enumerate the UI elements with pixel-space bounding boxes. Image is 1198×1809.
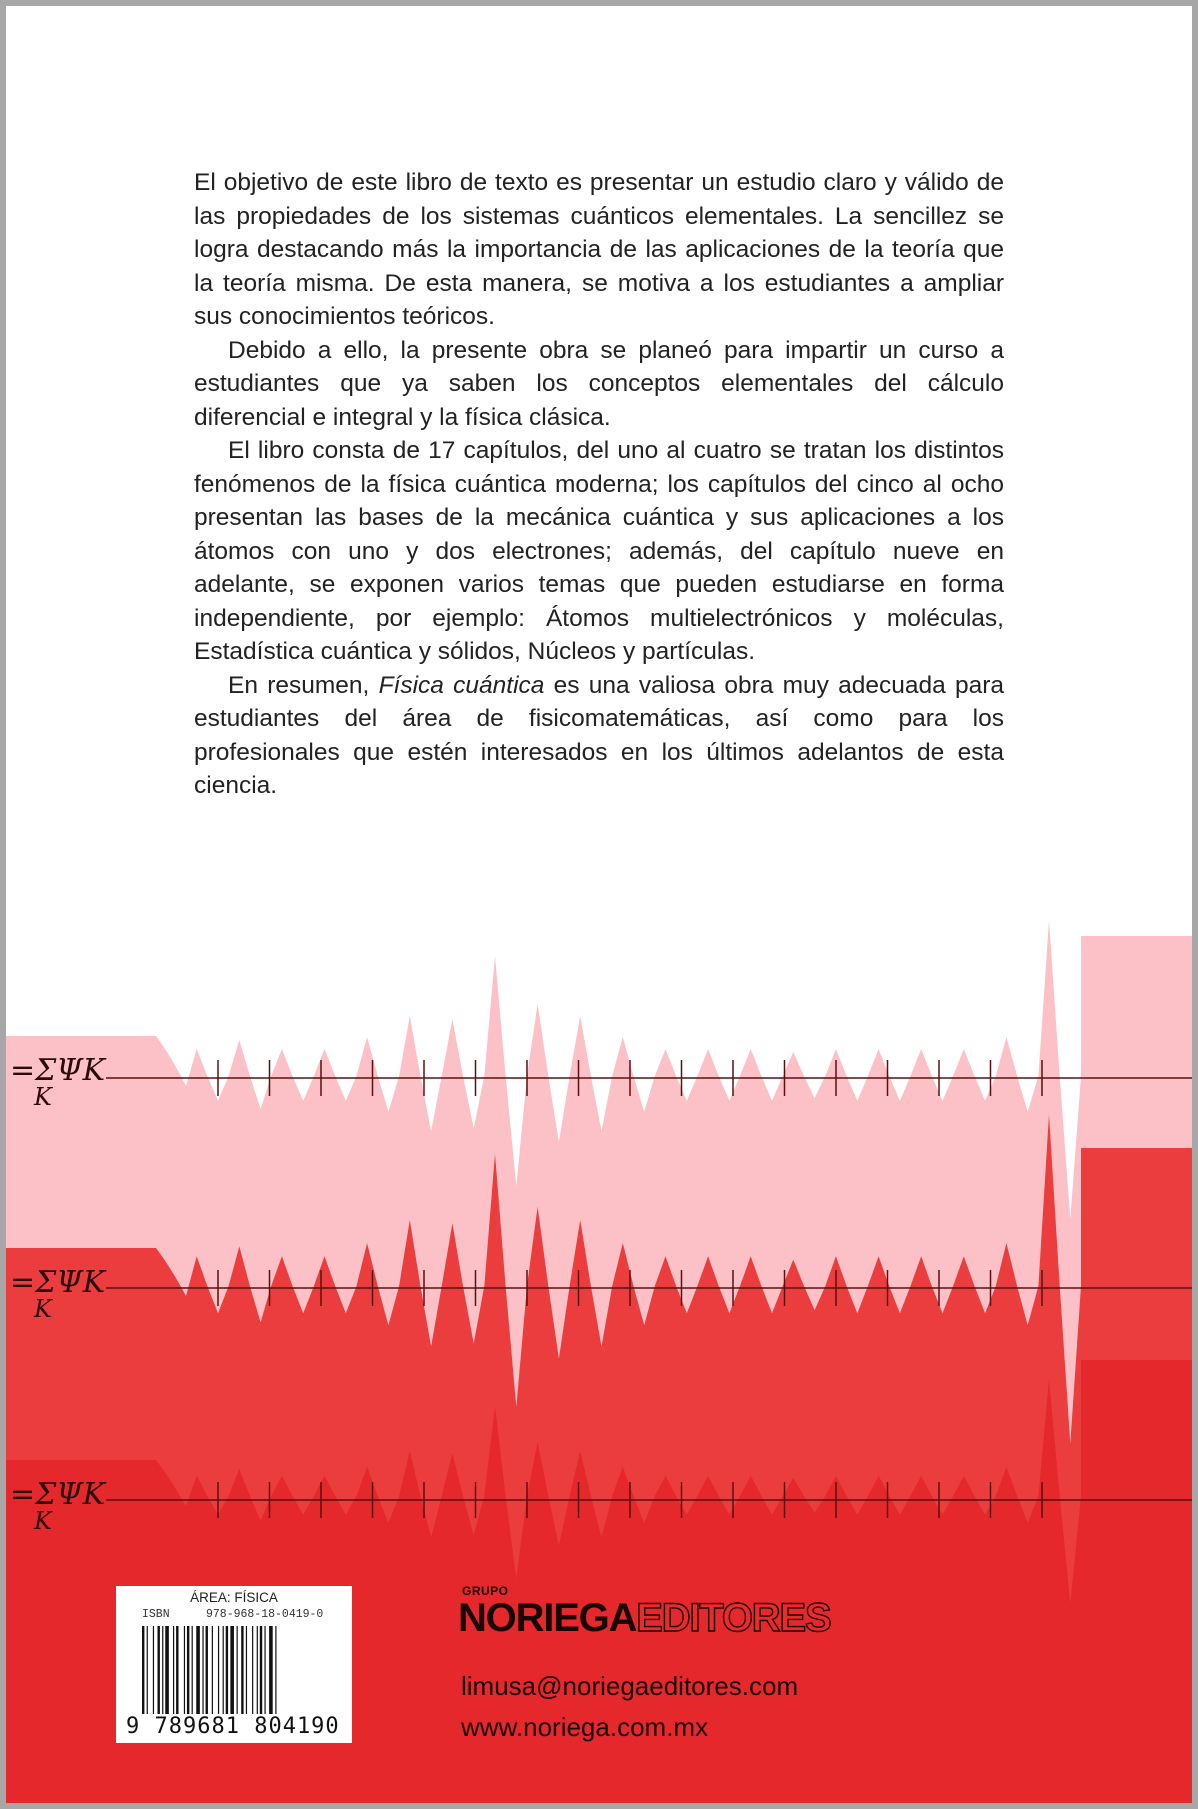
publisher-email[interactable]: limusa@noriegaeditores.com (461, 1671, 799, 1701)
wavefunction-equation-1 (10, 1053, 106, 1111)
barcode-bar (269, 1626, 273, 1714)
barcode-bar (252, 1626, 253, 1714)
barcode-bar (223, 1626, 224, 1714)
equation-main: =ΣΨK (10, 1265, 106, 1300)
barcode-bar (237, 1626, 238, 1714)
isbn-label: ISBN (142, 1608, 170, 1621)
equation-subscript: K (34, 1295, 52, 1323)
publisher-group-label: GRUPO (462, 1584, 509, 1598)
barcode-digits: 9 789681 804190 (126, 1714, 340, 1739)
barcode-bar (275, 1626, 276, 1714)
barcode-bar (158, 1626, 160, 1714)
barcode-bar (206, 1626, 208, 1714)
barcode-bar (196, 1626, 200, 1714)
barcode-bar (241, 1626, 243, 1714)
blurb-paragraph-4-start: En resumen, (228, 671, 379, 699)
blurb-paragraph-3: El libro consta de 17 capítulos, del uno al cuatro se tratan los distintos fenómenos de la física cuántica moderna; los capítulos del cinco al ocho presentan las bases de la mecánica cuántica y sus aplicaciones a los átomos con uno y dos electrones; además, del capítulo nueve en adelante, se exponen varios temas que pueden estudiarse en forma independiente, por ejemplo: Átomos multielectrónicos y moléculas, Estadística cuántica y sólidos, Núcleos y partículas. (194, 437, 1004, 665)
barcode-bars (140, 1626, 340, 1716)
subject-area: ÁREA: FÍSICA (190, 1590, 278, 1605)
barcode-bar (162, 1626, 163, 1714)
barcode-bar (264, 1626, 265, 1714)
barcode-bar (230, 1626, 234, 1714)
barcode-label (116, 1586, 352, 1743)
barcode-bar (153, 1626, 154, 1714)
back-cover-blurb (194, 166, 1004, 803)
isbn-number: 978-968-18-0419-0 (206, 1608, 324, 1621)
barcode-bar (142, 1626, 144, 1714)
barcode-bar (147, 1626, 148, 1714)
book-title-italic: Física cuántica (378, 671, 545, 699)
barcode-bar (165, 1626, 169, 1714)
equation-subscript: K (34, 1083, 52, 1111)
barcode-bar (187, 1626, 189, 1714)
publisher-website[interactable]: www.noriega.com.mx (461, 1712, 709, 1742)
publisher-name-outline: EDITORES (636, 1596, 831, 1640)
wavefunction-equation-2 (10, 1265, 106, 1323)
barcode-bar (260, 1626, 262, 1714)
publisher-name-bold: NORIEGA (458, 1596, 637, 1640)
barcode-bar (192, 1626, 193, 1714)
blurb-paragraph-4 (194, 669, 1004, 803)
barcode-bar (246, 1626, 247, 1714)
barcode-bar (176, 1626, 178, 1714)
barcode-bar (226, 1626, 228, 1714)
barcode-bar (257, 1626, 258, 1714)
blurb-paragraph-2: Debido a ello, la presente obra se planeó para impartir un curso a estudiantes que ya saben los conceptos elementales del cálculo diferencial e integral y la física clásica. (194, 336, 1004, 431)
equation-subscript: K (34, 1507, 52, 1535)
publisher-name (458, 1596, 830, 1641)
barcode-bar (184, 1626, 185, 1714)
barcode-bar (218, 1626, 219, 1714)
blurb-paragraph-1: El objetivo de este libro de texto es presentar un estudio claro y válido de las propiedades de los sistemas cuánticos elementales. La sencillez se logra destacando más la importancia de las aplicaciones de la teoría que la teoría misma. De esta manera, se motiva a los estudiantes a ampliar sus conocimientos teóricos. (194, 169, 1004, 330)
wavefunction-equation-3 (10, 1477, 106, 1535)
blurb-paragraph-4-end: es una valiosa obra muy adecuada para estudiantes del área de fisicomatemáticas, así como para los profesionales que estén interesados en los últimos adelantos de esta ciencia. (194, 671, 1004, 799)
barcode-bar (173, 1626, 174, 1714)
barcode-bar (202, 1626, 203, 1714)
equation-main: =ΣΨK (10, 1477, 106, 1512)
equation-main: =ΣΨK (10, 1053, 106, 1088)
barcode-bar (212, 1626, 213, 1714)
